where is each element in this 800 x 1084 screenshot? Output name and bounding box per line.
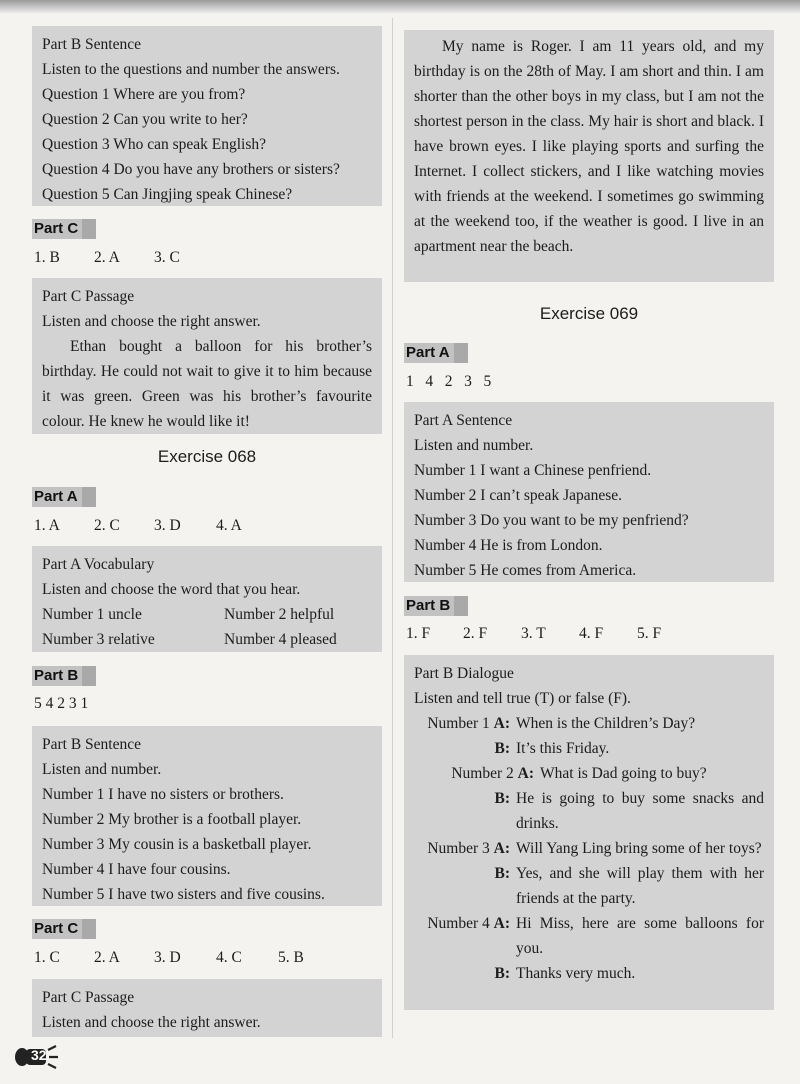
dialogue-text: Thanks very much.	[516, 965, 636, 982]
text-line: Part B Dialogue	[414, 665, 514, 682]
answer: 1. F	[406, 625, 431, 642]
answer: 5. F	[637, 625, 662, 642]
text-line: Part A Vocabulary	[42, 556, 155, 573]
answer: 2. A	[94, 249, 120, 266]
answer: 5. B	[278, 949, 304, 966]
part-c-answers	[34, 248, 180, 268]
dialogue-line	[414, 786, 764, 836]
text-line: Number 4 I have four cousins.	[42, 861, 231, 878]
roger-passage-box	[404, 30, 774, 282]
part-b-answers	[406, 624, 661, 644]
dialogue-line	[414, 861, 764, 911]
speaker-label: A:	[493, 915, 510, 932]
passage-text: My name is Roger. I am 11 years old, and my birthday is on the 28th of May. I am short and thin. I am shorter than the other boys in my class, but I am not the shortest person in the class. My hair is short and black. I have brown eyes. I like playing sports and surfing the Internet. I collect stickers, and I like watching movies with friends at the weekend. I sometimes go swimming at the weekend too, if the weather is good. I live in an apartment near the beach.	[414, 38, 764, 255]
number-label: Number 3	[427, 840, 490, 857]
part-a-sentence-box	[404, 402, 774, 582]
part-b-label: Part B	[32, 666, 96, 686]
text-line: Number 4 He is from London.	[414, 537, 603, 554]
text-line: Number 5 I have two sisters and five cousins.	[42, 886, 325, 903]
text-line: Listen and choose the right answer.	[42, 1014, 261, 1031]
answer: 4. C	[216, 949, 242, 966]
answer: 2. F	[463, 625, 488, 642]
part-c-passage-box	[32, 979, 382, 1037]
answer: 2. A	[94, 949, 120, 966]
number-label: Number 1	[427, 715, 490, 732]
answer: 4. A	[216, 517, 242, 534]
vocab-item: Number 2 helpful	[224, 606, 335, 623]
text-line: Question 1 Where are you from?	[42, 86, 246, 103]
vocab-row	[42, 602, 372, 627]
vocab-item: Number 1 uncle	[42, 606, 142, 623]
part-a-answers: 1 4 2 3 5	[406, 373, 492, 390]
text-line: Listen and number.	[42, 761, 162, 778]
text-line: Number 3 My cousin is a basketball player.	[42, 836, 312, 853]
answer: 1. C	[34, 949, 60, 966]
part-c-answers	[34, 948, 304, 968]
text-line: Question 3 Who can speak English?	[42, 136, 266, 153]
page-number: 32	[31, 1047, 47, 1063]
vocab-row	[42, 627, 372, 652]
text-line: Number 5 He comes from America.	[414, 562, 637, 579]
part-b-label: Part B	[404, 596, 468, 616]
answer: 1. A	[34, 517, 60, 534]
part-a-answers	[34, 516, 242, 536]
answer: 3. D	[154, 517, 181, 534]
dialogue-text: Hi Miss, here are some balloons for you.	[516, 915, 764, 957]
number-label: Number 4	[427, 915, 490, 932]
dialogue-line	[414, 736, 764, 761]
dialogue-text: Will Yang Ling bring some of her toys?	[516, 840, 762, 857]
speaker-label: B:	[494, 965, 510, 982]
vocab-item: Number 4 pleased	[224, 631, 337, 648]
text-line: Number 2 My brother is a football player.	[42, 811, 302, 828]
text-line: Part B Sentence	[42, 36, 142, 53]
dialogue-line	[414, 711, 764, 736]
number-label: Number 2	[451, 765, 514, 782]
text-line: Listen and tell true (T) or false (F).	[414, 690, 631, 707]
dialogue-text: When is the Children’s Day?	[516, 715, 696, 732]
text-line: Listen and choose the right answer.	[42, 313, 261, 330]
answer: 3. T	[521, 625, 546, 642]
speaker-label: A:	[493, 715, 510, 732]
part-c-label: Part C	[32, 919, 96, 939]
exercise-title: Exercise 069	[539, 304, 639, 323]
text-line: Number 1 I have no sisters or brothers.	[42, 786, 284, 803]
speaker-label: B:	[494, 790, 510, 807]
page-top-edge	[0, 0, 800, 14]
part-b-answers: 5 4 2 3 1	[34, 695, 89, 712]
part-c-label: Part C	[32, 219, 96, 239]
text-line: Question 2 Can you write to her?	[42, 111, 248, 128]
dialogue-text: It’s this Friday.	[516, 740, 610, 757]
exercise-title: Exercise 068	[157, 447, 257, 466]
dialogue-line	[414, 761, 764, 786]
speaker-label: A:	[493, 840, 510, 857]
part-a-label: Part A	[32, 487, 96, 507]
text-line: Listen and choose the word that you hear.	[42, 581, 301, 598]
text-line: Part C Passage	[42, 288, 135, 305]
answer: 3. D	[154, 949, 181, 966]
dialogue-line	[414, 911, 764, 961]
text-line: Part C Passage	[42, 989, 135, 1006]
text-line: Listen and number.	[414, 437, 534, 454]
part-c-passage-box	[32, 278, 382, 434]
part-b-sentence-box	[32, 26, 382, 206]
answer: 1. B	[34, 249, 60, 266]
part-a-vocabulary-box	[32, 546, 382, 652]
text-line: Question 5 Can Jingjing speak Chinese?	[42, 186, 293, 203]
answer: 3. C	[154, 249, 180, 266]
text-line: Number 3 Do you want to be my penfriend?	[414, 512, 689, 529]
dialogue	[414, 711, 764, 986]
text-line: Number 1 I want a Chinese penfriend.	[414, 462, 652, 479]
text-line: Question 4 Do you have any brothers or sisters?	[42, 161, 340, 178]
dialogue-text: He is going to buy some snacks and drinks.	[516, 790, 764, 832]
passage-text: Ethan bought a balloon for his brother’s birthday. He could not wait to give it to him because it was green. Green was his brother’s favourite colour. He knew he would like it!	[42, 338, 372, 430]
dialogue-line	[414, 961, 764, 986]
text-line: Listen to the questions and number the answers.	[42, 61, 340, 78]
dialogue-line	[414, 836, 764, 861]
speaker-label: B:	[494, 865, 510, 882]
part-b-sentence-box	[32, 726, 382, 906]
part-b-dialogue-box	[404, 655, 774, 1010]
speaker-label: A:	[517, 765, 534, 782]
text-line: Part B Sentence	[42, 736, 142, 753]
column-divider	[392, 18, 393, 1038]
speaker-label: B:	[494, 740, 510, 757]
text-line: Part A Sentence	[414, 412, 513, 429]
part-a-label: Part A	[404, 343, 468, 363]
vocab-item: Number 3 relative	[42, 631, 155, 648]
answer: 2. C	[94, 517, 120, 534]
dialogue-text: What is Dad going to buy?	[540, 765, 707, 782]
answer: 4. F	[579, 625, 604, 642]
dialogue-text: Yes, and she will play them with her friends at the party.	[516, 865, 764, 907]
text-line: Number 2 I can’t speak Japanese.	[414, 487, 623, 504]
page-number-badge	[12, 1044, 62, 1070]
